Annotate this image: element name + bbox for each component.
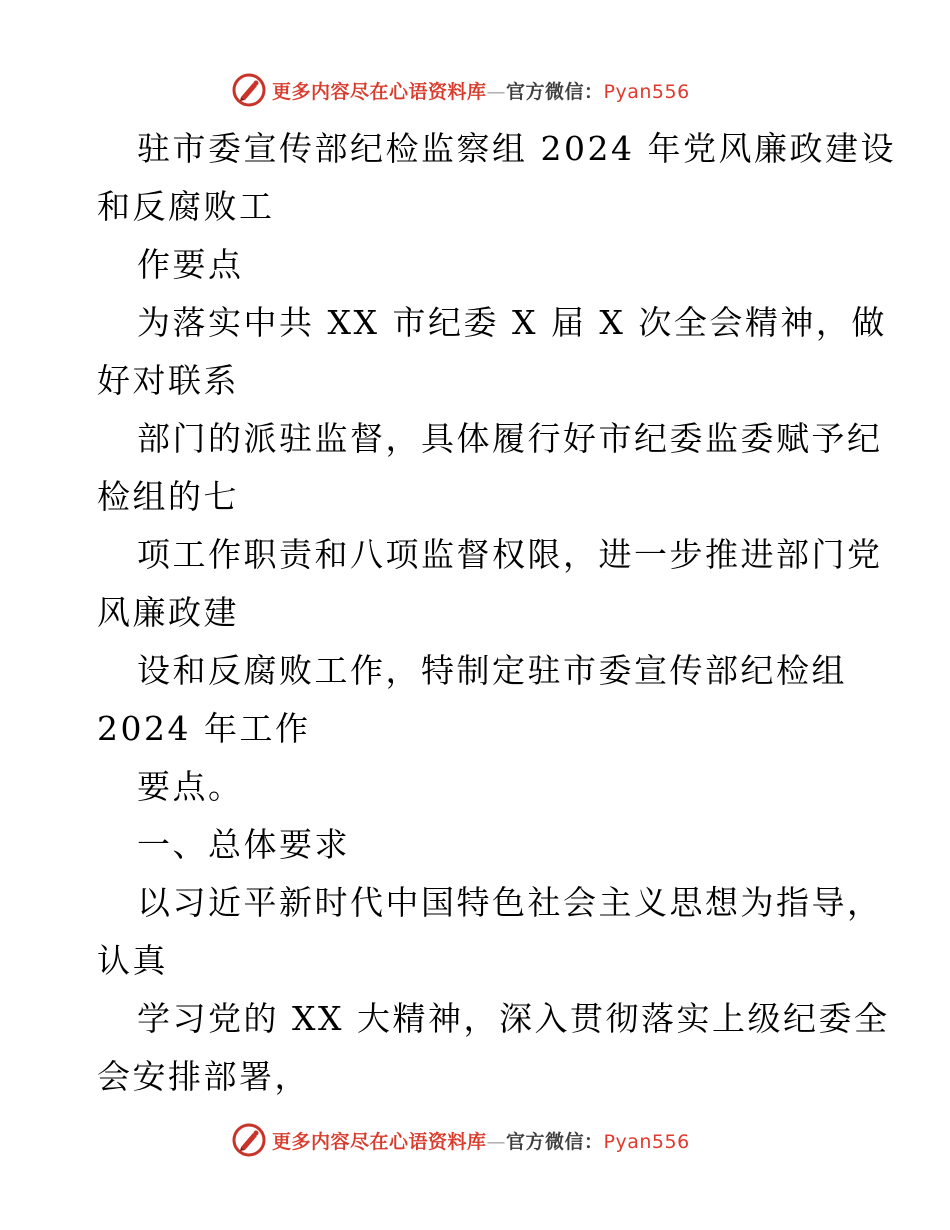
pen-logo-icon (232, 1123, 266, 1157)
pen-logo-icon (232, 73, 266, 107)
body-line-title-2: 和反腐败工 (97, 187, 275, 226)
header-banner (232, 70, 690, 110)
body-line: 学习党的 XX 大精神，深入贯彻落实上级纪委全 (137, 999, 890, 1038)
body-line: 为落实中共 XX 市纪委 X 届 X 次全会精神，做 (137, 303, 887, 342)
body-line: 项工作职责和八项监督权限，进一步推进部门党 (137, 535, 883, 574)
body-line-title-1: 驻市委宣传部纪检监察组 2024 年党风廉政建设 (137, 129, 896, 168)
body-line: 风廉政建 (97, 593, 239, 632)
header-contact-label: 官方微信： (506, 80, 604, 103)
body-line: 2024 年工作 (97, 709, 311, 748)
body-line: 好对联系 (97, 361, 239, 400)
body-line: 要点。 (137, 767, 244, 806)
header-brand: 更多内容尽在心语资料库 (272, 80, 487, 103)
body-line-title-3: 作要点 (137, 245, 244, 284)
document-body (97, 120, 896, 1106)
footer-separator: — (486, 1130, 507, 1153)
body-line: 以习近平新时代中国特色社会主义思想为指导， (137, 883, 883, 922)
header-wechat-id: Pyan556 (603, 80, 690, 103)
body-line: 检组的七 (97, 477, 239, 516)
header-banner-text (272, 77, 690, 104)
footer-brand: 更多内容尽在心语资料库 (272, 1130, 487, 1153)
section-heading: 一、总体要求 (137, 825, 350, 864)
body-line: 认真 (97, 941, 168, 980)
body-line: 会安排部署， (97, 1057, 310, 1096)
footer-banner (232, 1120, 690, 1160)
footer-banner-text (272, 1127, 690, 1154)
footer-wechat-id: Pyan556 (603, 1130, 690, 1153)
body-line: 设和反腐败工作，特制定驻市委宣传部纪检组 (137, 651, 847, 690)
body-line: 部门的派驻监督，具体履行好市纪委监委赋予纪 (137, 419, 883, 458)
footer-contact-label: 官方微信： (506, 1130, 604, 1153)
header-separator: — (486, 80, 507, 103)
